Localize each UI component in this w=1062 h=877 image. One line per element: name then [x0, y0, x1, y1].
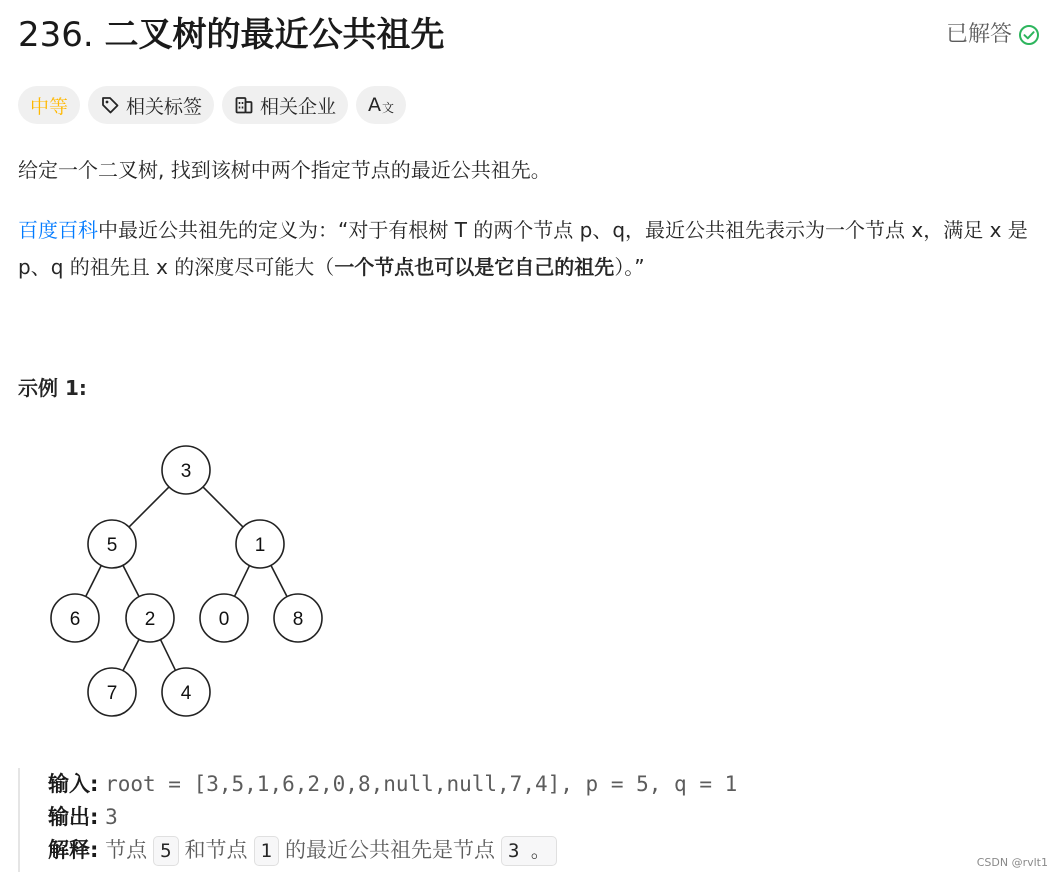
definition-text: 中最近公共祖先的定义为：“对于有根树 T 的两个节点 p、q，最近公共祖先表示为一个节点 x，满足 x 是 p、q 的祖先且 x 的深度尽可能大（	[18, 218, 1028, 279]
tree-edge	[234, 566, 249, 597]
translate-button[interactable]	[356, 86, 406, 124]
explanation-label: 解释:	[48, 838, 99, 862]
tree-node	[51, 594, 99, 642]
description-paragraph-1: 给定一个二叉树, 找到该树中两个指定节点的最近公共祖先。	[18, 158, 551, 182]
description-paragraph-2	[18, 212, 1044, 286]
solved-status	[946, 22, 1040, 48]
example-title: 示例 1:	[18, 376, 87, 400]
explanation-text-b: 和节点	[184, 838, 248, 862]
tree-node	[162, 668, 210, 716]
output-value: 3	[105, 805, 118, 829]
solved-label: 已解答	[945, 22, 1012, 47]
code-chip-answer: 3 。	[501, 836, 557, 866]
related-companies-button[interactable]	[222, 86, 348, 124]
tree-edge	[123, 639, 139, 670]
tree-node	[200, 594, 248, 642]
csdn-watermark: CSDN @rvlt1	[976, 856, 1048, 869]
tree-edge	[160, 640, 175, 671]
tree-node	[236, 520, 284, 568]
translate-icon: A 文	[368, 94, 395, 116]
problem-number: 236.	[18, 15, 94, 55]
tree-node-label: 1	[254, 535, 266, 556]
output-label: 输出:	[48, 805, 99, 829]
tree-node-label: 4	[180, 683, 192, 704]
tree-node	[274, 594, 322, 642]
tree-node-label: 5	[106, 535, 118, 556]
title-row	[18, 10, 1044, 60]
baidu-baike-link[interactable]: 百度百科	[18, 218, 98, 242]
tree-edge	[129, 487, 169, 527]
tree-node	[88, 668, 136, 716]
tree-edge	[123, 565, 139, 596]
problem-title[interactable]	[18, 10, 445, 60]
difficulty-label: 中等	[30, 95, 69, 118]
tree-node-label: 3	[180, 461, 192, 482]
tree-node	[88, 520, 136, 568]
tree-edge	[203, 487, 243, 527]
tree-node	[126, 594, 174, 642]
definition-bold-text: 一个节点也可以是它自己的祖先	[334, 255, 615, 279]
input-label: 输入:	[48, 772, 99, 796]
explanation-text-c: 的最近公共祖先是节点	[285, 838, 495, 862]
input-line	[48, 768, 878, 801]
difficulty-badge	[18, 86, 80, 124]
tag-row	[18, 86, 406, 124]
building-icon	[234, 95, 254, 115]
explanation-line	[48, 834, 878, 867]
tree-node	[162, 446, 210, 494]
tree-node-label: 8	[292, 609, 304, 630]
explanation-text-a: 节点	[105, 838, 148, 862]
tree-edge	[271, 565, 287, 596]
code-chip-q: 1	[254, 836, 279, 866]
input-value: root = [3,5,1,6,2,0,8,null,null,7,4], p = 5, q = 1	[105, 772, 738, 796]
related-tags-button[interactable]	[88, 86, 214, 124]
tree-edge	[86, 565, 102, 596]
related-tags-label: 相关标签	[126, 95, 203, 118]
output-line	[48, 801, 878, 834]
tree-node-label: 7	[106, 683, 118, 704]
tree-node-label: 0	[218, 609, 230, 630]
tree-node-label: 6	[69, 609, 81, 630]
tag-icon	[100, 95, 120, 115]
code-chip-p: 5	[153, 836, 178, 866]
problem-name: 二叉树的最近公共祖先	[104, 15, 445, 55]
example-code-block	[18, 768, 878, 872]
tree-node-label: 2	[144, 609, 156, 630]
definition-end-text: ）。”	[614, 255, 645, 279]
related-companies-label: 相关企业	[260, 95, 337, 118]
tree-svg	[40, 440, 340, 730]
binary-tree-diagram	[40, 440, 340, 730]
check-circle-icon	[1018, 24, 1040, 46]
